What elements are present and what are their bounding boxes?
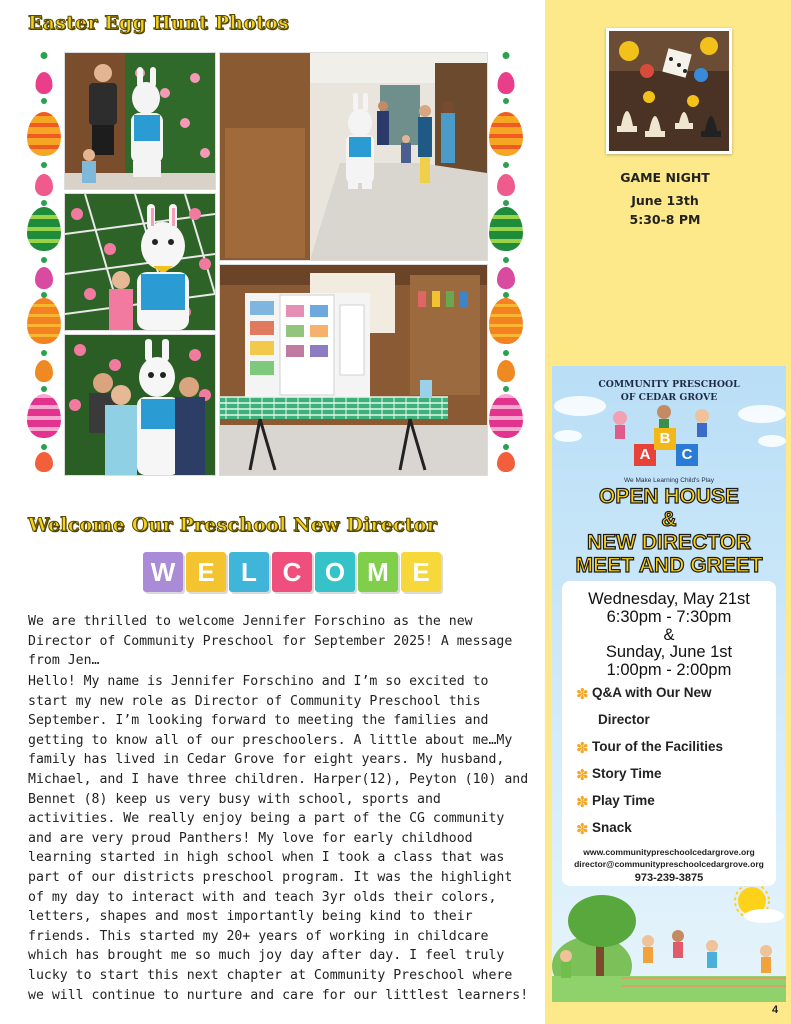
photo-bunny-with-family (64, 52, 216, 190)
photo-bunny-with-kids (64, 334, 216, 476)
flyer-headline-meet-greet: MEET AND GREET (575, 554, 763, 577)
flyer-headline-new-director: NEW DIRECTOR (586, 531, 752, 554)
director-section-title: Welcome Our Preschool New Director (28, 514, 437, 536)
game-night-title: GAME NIGHT (620, 170, 710, 185)
game-night-time: 5:30-8 PM (629, 212, 701, 227)
egg-garland-right (488, 52, 524, 474)
flyer-ampersand: & (663, 626, 675, 644)
article-body: Hello! My name is Jennifer Forschino and I’m so excited to start my new role as Director of Community Preschool this September. I’m looking forward to meeting the families and getting to know all of our preschoolers. A little about me…My family has lived in Cedar Grove for eight years. My husband, Michael, and I have three children. Harper(12), Peyton (10) and Bennet (8) keep us very busy with school, sports and activities. We really enjoy being a part of the CG community and are very proud Panthers! My love for early childhood learning started in high school when I took a class that was part of our districts preschool program. It was the highlight of my day to interact with and teach 3yr olds their colors, letters, shapes and most importantly being kind to their friends. This started my 20+ years of working in childcare which has brought me so much joy day after day. I feel truly lucky to start this next chapter at Community Preschool where we will continue to nurture and care for our littlest learners! (28, 674, 529, 1003)
flyer-phone: 973-239-3875 (634, 872, 704, 884)
flyer-item-play-time: Play Time (592, 793, 655, 808)
block-c: C (676, 444, 698, 466)
flower-icon: ✽ (576, 739, 589, 757)
egg-garland-left (26, 52, 62, 474)
flyer-time-1: 6:30pm - 7:30pm (606, 608, 732, 626)
flyer-website: www.communitypreschoolcedargrove.org (583, 847, 755, 857)
flyer-item-qa-cont: Director (598, 712, 650, 727)
page-number: 4 (772, 1004, 779, 1016)
photo-display-table (219, 264, 488, 476)
welcome-letter: L (229, 552, 269, 592)
welcome-letter: C (272, 552, 312, 592)
flyer-headline-open-house: OPEN HOUSE (598, 485, 740, 508)
easter-section-title: Easter Egg Hunt Photos (28, 12, 289, 34)
welcome-letter: M (358, 552, 398, 592)
flower-icon: ✽ (576, 793, 589, 811)
flyer-details-card (562, 581, 776, 886)
flyer-school-name-line2: OF CEDAR GROVE (620, 392, 718, 403)
flyer-item-story-time: Story Time (592, 766, 662, 781)
article-intro: We are thrilled to welcome Jennifer Forschino as the new Director of Community Preschool for September 2025! A message from Jen… (28, 614, 513, 669)
flyer-headline-ampersand: & (661, 508, 677, 531)
flyer-item-snack: Snack (592, 820, 632, 835)
welcome-letter: E (401, 552, 441, 592)
welcome-letter: E (186, 552, 226, 592)
block-b: B (654, 428, 676, 450)
flyer-school-name-line1: COMMUNITY PRESCHOOL (598, 379, 740, 390)
block-a: A (634, 444, 656, 466)
flyer-item-tour: Tour of the Facilities (592, 739, 724, 754)
abc-blocks (634, 430, 704, 470)
flyer-date-1: Wednesday, May 21st (588, 590, 750, 608)
game-night-photo (606, 28, 732, 154)
flower-icon: ✽ (576, 766, 589, 784)
photo-bunny-with-girl (64, 193, 216, 331)
photo-hallway-egg-hunt (219, 52, 488, 261)
flower-icon: ✽ (576, 820, 589, 838)
flower-icon: ✽ (576, 685, 589, 703)
flyer-item-qa: Q&A with Our New (592, 685, 712, 700)
flyer-date-2: Sunday, June 1st (605, 643, 733, 661)
welcome-letter: O (315, 552, 355, 592)
flyer-email: director@communitypreschoolcedargrove.org (574, 859, 764, 869)
game-night-date: June 13th (631, 193, 699, 208)
flyer-time-2: 1:00pm - 2:00pm (606, 661, 732, 679)
flyer-tagline: We Make Learning Child's Play (624, 477, 714, 484)
open-house-flyer (552, 366, 786, 1002)
welcome-letter: W (143, 552, 183, 592)
welcome-banner (143, 552, 441, 592)
